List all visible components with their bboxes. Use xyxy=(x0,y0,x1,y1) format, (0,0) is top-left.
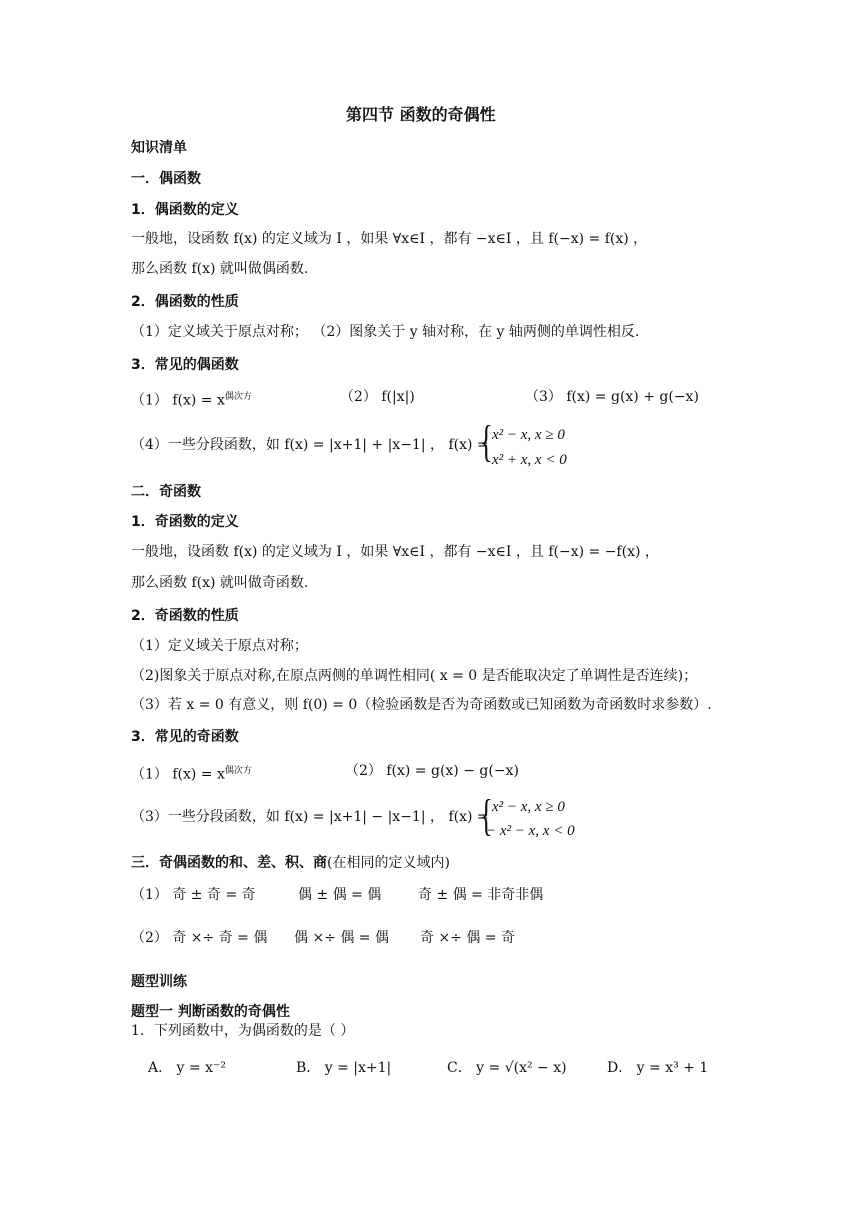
ops-r2a: （2） 奇 ×÷ 奇 = 偶 xyxy=(131,930,268,946)
odd-common-heading: 3．常见的奇函数 xyxy=(131,729,239,745)
type1-heading: 题型一 判断函数的奇偶性 xyxy=(131,1004,290,1020)
odd-prop2: （2)图象关于原点对称,在原点两侧的单调性相同( x = 0 是否能取决定了单调性是否连续)； xyxy=(131,668,698,684)
even-prop-heading: 2．偶函数的性质 xyxy=(131,294,239,310)
even-c2: （2） f(|x|) xyxy=(340,389,415,405)
knowledge-heading: 知识清单 xyxy=(131,140,187,156)
ops-heading-text: 三．奇偶函数的和、差、积、商 xyxy=(131,855,327,871)
ops-heading xyxy=(131,854,450,872)
ops-r1c: 奇 ± 偶 = 非奇非偶 xyxy=(418,887,544,903)
even-def-line2: 那么函数 f(x) 就叫做偶函数. xyxy=(131,261,309,277)
ops-heading-note: (在相同的定义域内) xyxy=(327,855,450,871)
ops-r2c: 奇 ×÷ 偶 = 奇 xyxy=(420,930,515,946)
odd-heading: 二．奇函数 xyxy=(131,484,201,500)
odd-c3: （3）一些分段函数，如 f(x) = |x+1| − |x−1| ， f(x) = xyxy=(131,809,489,825)
option-c: C． y = √(x² − x) xyxy=(447,1060,567,1076)
odd-def-line1: 一般地，设函数 f(x) 的定义域为 I ，如果 ∀x∈I ，都有 −x∈I ，且 f(−x) = −f(x) ， xyxy=(131,544,659,560)
odd-c1-sup: 偶次方 xyxy=(224,766,252,776)
option-d: D． y = x³ + 1 xyxy=(607,1060,709,1076)
question-1: 1．下列函数中，为偶函数的是（ ） xyxy=(131,1023,355,1039)
even-c4: （4）一些分段函数，如 f(x) = |x+1| + |x−1| ， f(x) = xyxy=(131,437,489,453)
ops-r1b: 偶 ± 偶 = 偶 xyxy=(298,887,382,903)
odd-prop-heading: 2．奇函数的性质 xyxy=(131,608,239,624)
even-heading: 一．偶函数 xyxy=(131,171,201,187)
even-c1 xyxy=(131,388,252,410)
odd-prop1: （1）定义域关于原点对称； xyxy=(131,638,308,654)
training-heading: 题型训练 xyxy=(131,974,187,990)
odd-prop3: （3）若 x = 0 有意义，则 f(0) = 0（检验函数是否为奇函数或已知函数为奇函数时求参数）. xyxy=(131,697,712,713)
even-c4-case1: x² − x, x ≥ 0 xyxy=(492,427,565,443)
even-c1-sup: 偶次方 xyxy=(224,392,252,402)
even-c4-brace: { xyxy=(480,417,493,466)
odd-c2: （2） f(x) = g(x) − g(−x) xyxy=(345,763,519,779)
even-prop-line: （1）定义域关于原点对称； （2）图象关于 y 轴对称，在 y 轴两侧的单调性相反. xyxy=(131,324,640,340)
even-def-heading: 1．偶函数的定义 xyxy=(131,202,239,218)
odd-c1-text: （1） f(x) = x xyxy=(131,766,225,783)
even-c3: （3） f(x) = g(x) + g(−x) xyxy=(525,389,699,405)
ops-r2b: 偶 ×÷ 偶 = 偶 xyxy=(294,930,389,946)
odd-c3-case2: − x² − x, x < 0 xyxy=(486,823,575,839)
even-def-line1: 一般地，设函数 f(x) 的定义域为 I ，如果 ∀x∈I ，都有 −x∈I ，且 f(−x) = f(x) ， xyxy=(131,231,648,247)
even-common-heading: 3．常见的偶函数 xyxy=(131,357,239,373)
odd-def-line2: 那么函数 f(x) 就叫做奇函数. xyxy=(131,575,309,591)
ops-r1a: （1） 奇 ± 奇 = 奇 xyxy=(131,887,256,903)
page-title: 第四节 函数的奇偶性 xyxy=(346,105,496,124)
option-a: A． y = x⁻² xyxy=(148,1060,226,1076)
even-c4-case2: x² + x, x < 0 xyxy=(492,452,567,468)
odd-c3-case1: x² − x, x ≥ 0 xyxy=(492,799,565,815)
option-b: B． y = |x+1| xyxy=(296,1060,392,1076)
odd-c3-brace: { xyxy=(480,791,493,840)
odd-c1 xyxy=(131,762,252,784)
odd-def-heading: 1．奇函数的定义 xyxy=(131,514,239,530)
even-c1-text: （1） f(x) = x xyxy=(131,392,225,409)
